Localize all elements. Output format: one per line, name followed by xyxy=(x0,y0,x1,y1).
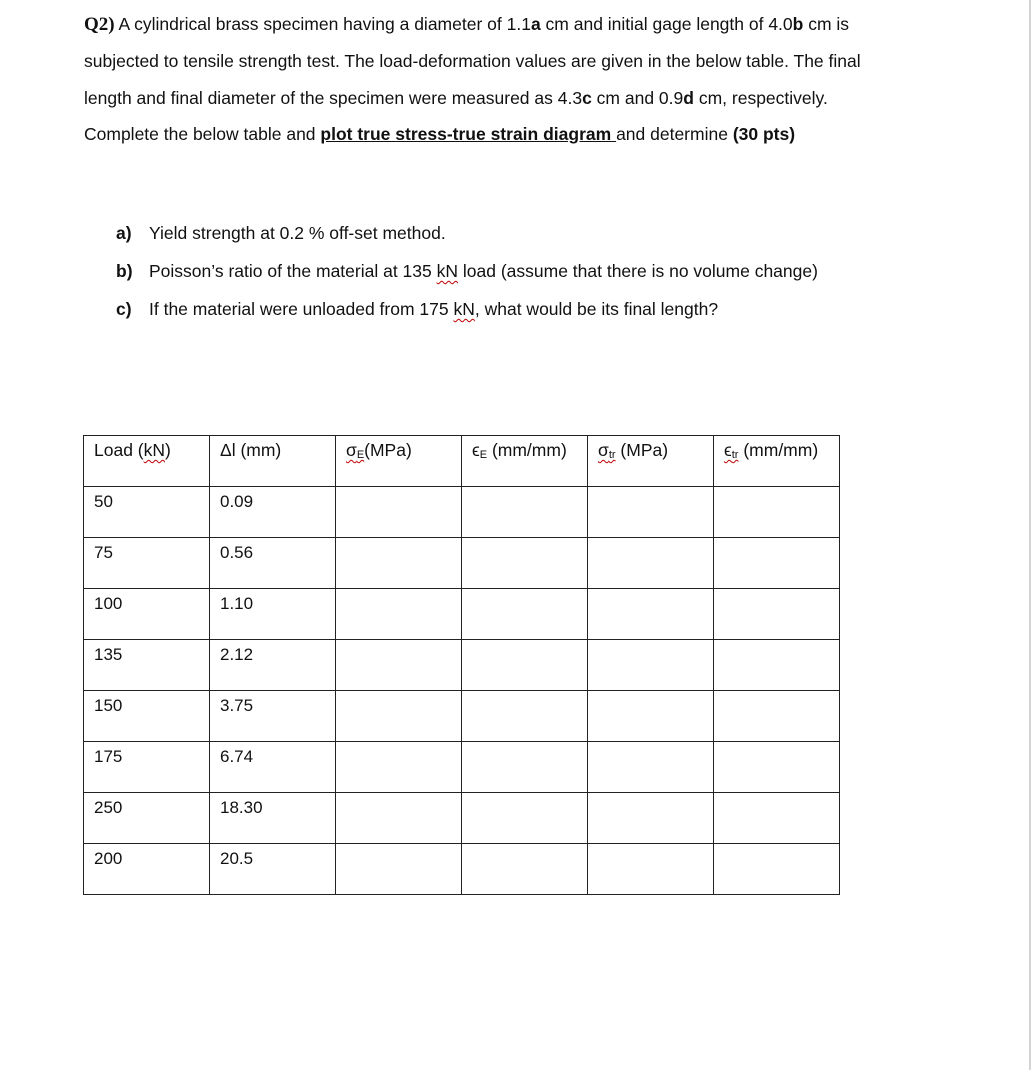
item-text xyxy=(149,252,818,290)
cell-empty xyxy=(336,589,462,640)
cell-empty xyxy=(336,487,462,538)
cell-empty xyxy=(714,742,840,793)
sub-question-a xyxy=(116,214,818,252)
header-unit: (mm/mm) xyxy=(487,440,567,460)
variable-c: c xyxy=(582,87,592,108)
cell-empty xyxy=(714,691,840,742)
unit-kn: kN xyxy=(453,299,475,319)
header-unit: (mm/mm) xyxy=(738,440,819,460)
cell-empty xyxy=(462,793,588,844)
item-key: c) xyxy=(116,299,132,319)
subscript: tr xyxy=(731,449,739,461)
item-text xyxy=(149,290,718,328)
question-number: Q2) xyxy=(84,14,115,35)
cell-load: 150 xyxy=(84,691,210,742)
table-row xyxy=(84,538,840,589)
cell-load: 100 xyxy=(84,589,210,640)
cell-empty xyxy=(462,487,588,538)
text-segment: cm and 0.9 xyxy=(591,87,684,108)
header-unit: (MPa) xyxy=(364,440,412,460)
text-segment: cm is xyxy=(803,14,850,34)
load-deformation-table xyxy=(83,435,840,895)
sub-question-list xyxy=(116,214,818,328)
question-line-2: subjected to tensile strength test. The load-deformation values are given in the below table. The final xyxy=(84,51,861,72)
variable-d: d xyxy=(683,87,694,108)
cell-empty xyxy=(336,793,462,844)
cell-empty xyxy=(336,538,462,589)
cell-empty xyxy=(462,691,588,742)
text-segment: A cylindrical brass specimen having a diameter of 1.1 xyxy=(114,14,531,34)
text-segment: length and final diameter of the specimen were measured as 4.3 xyxy=(84,87,583,108)
cell-empty xyxy=(462,742,588,793)
table-header-row xyxy=(84,436,840,487)
header-true-stress xyxy=(588,436,714,487)
subscript: tr xyxy=(608,449,616,461)
header-symbol xyxy=(346,440,364,460)
header-symbol xyxy=(598,440,616,460)
cell-empty xyxy=(714,793,840,844)
header-eng-strain xyxy=(462,436,588,487)
cell-empty xyxy=(588,589,714,640)
cell-empty xyxy=(714,487,840,538)
cell-empty xyxy=(714,844,840,895)
cell-empty xyxy=(588,538,714,589)
cell-load: 250 xyxy=(84,793,210,844)
cell-empty xyxy=(462,844,588,895)
cell-empty xyxy=(588,691,714,742)
cell-empty xyxy=(714,640,840,691)
variable-b: b xyxy=(792,14,804,34)
cell-delta-l: 0.09 xyxy=(210,487,336,538)
cell-empty xyxy=(588,793,714,844)
unit-kn: kN xyxy=(436,261,459,281)
points-label: (30 pts) xyxy=(732,123,796,144)
cell-empty xyxy=(714,538,840,589)
cell-empty xyxy=(336,640,462,691)
cell-load: 135 xyxy=(84,640,210,691)
cell-empty xyxy=(588,742,714,793)
question-line-3 xyxy=(84,80,984,116)
item-key: a) xyxy=(116,223,132,243)
table-row xyxy=(84,691,840,742)
cell-empty xyxy=(588,844,714,895)
plot-instruction: plot true stress-true strain diagram xyxy=(320,123,612,144)
cell-empty xyxy=(462,538,588,589)
epsilon-symbol: ϵ xyxy=(472,440,480,460)
sigma-symbol: σ xyxy=(598,440,609,460)
text-segment: Complete the below table and xyxy=(84,123,321,144)
cell-empty xyxy=(714,589,840,640)
variable-a: a xyxy=(530,14,541,34)
cell-delta-l: 6.74 xyxy=(210,742,336,793)
item-text: Yield strength at 0.2 % off-set method. xyxy=(149,223,446,243)
table-row xyxy=(84,742,840,793)
cell-delta-l: 20.5 xyxy=(210,844,336,895)
table-row xyxy=(84,487,840,538)
text-segment: Poisson’s ratio of the material at 135 xyxy=(149,261,437,281)
text-segment: If the material were unloaded from 175 xyxy=(149,299,454,319)
cell-load: 175 xyxy=(84,742,210,793)
table-row xyxy=(84,589,840,640)
cell-delta-l: 2.12 xyxy=(210,640,336,691)
cell-empty xyxy=(336,691,462,742)
subscript: E xyxy=(479,449,488,461)
cell-load: 75 xyxy=(84,538,210,589)
header-unit: kN xyxy=(143,440,166,460)
header-true-strain xyxy=(714,436,840,487)
header-delta-l: Δl (mm) xyxy=(210,436,336,487)
header-symbol xyxy=(724,440,738,460)
sub-question-b xyxy=(116,252,818,290)
header-text: ) xyxy=(165,440,171,460)
header-eng-stress xyxy=(336,436,462,487)
epsilon-symbol: ϵ xyxy=(724,440,732,460)
sigma-symbol: σ xyxy=(346,440,357,460)
text-segment: , what would be its final length? xyxy=(474,299,719,319)
cell-delta-l: 1.10 xyxy=(210,589,336,640)
text-segment: and determine xyxy=(616,123,733,144)
cell-empty xyxy=(462,589,588,640)
cell-delta-l: 3.75 xyxy=(210,691,336,742)
question-line-1 xyxy=(84,6,984,43)
text-segment: cm, respectively. xyxy=(693,87,828,108)
cell-load: 50 xyxy=(84,487,210,538)
header-unit: (MPa) xyxy=(615,440,669,460)
table-row xyxy=(84,793,840,844)
item-key: b) xyxy=(116,261,133,281)
question-paragraph xyxy=(84,6,984,152)
page-edge-line xyxy=(1029,0,1031,1070)
text-segment: load (assume that there is no volume change) xyxy=(458,261,818,281)
cell-delta-l: 18.30 xyxy=(210,793,336,844)
cell-load: 200 xyxy=(84,844,210,895)
cell-empty xyxy=(462,640,588,691)
cell-empty xyxy=(336,742,462,793)
cell-empty xyxy=(588,487,714,538)
table-row xyxy=(84,844,840,895)
header-load xyxy=(84,436,210,487)
sub-question-c xyxy=(116,290,818,328)
header-text: Load ( xyxy=(94,440,144,460)
question-line-4 xyxy=(84,116,984,152)
table-row xyxy=(84,640,840,691)
cell-delta-l: 0.56 xyxy=(210,538,336,589)
cell-empty xyxy=(336,844,462,895)
subscript: E xyxy=(356,449,365,461)
text-segment: cm and initial gage length of 4.0 xyxy=(540,14,793,34)
cell-empty xyxy=(588,640,714,691)
